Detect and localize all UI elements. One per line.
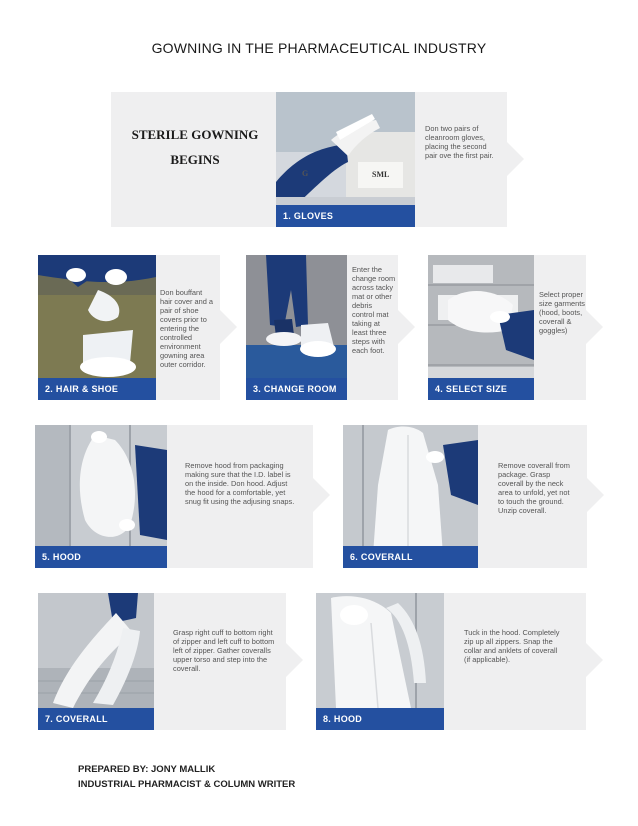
step-label: 1. GLOVES (276, 205, 415, 227)
step-label: 6. COVERALL (343, 546, 478, 568)
step-description: Select proper size garments (hood, boots, coverall & goggles) (539, 290, 586, 335)
step-description: Don two pairs of cleanroom gloves, placing the second pair ove the first pair. (425, 124, 494, 160)
arrow-icon (313, 478, 330, 512)
step-card-change-room (246, 255, 398, 400)
hood-tuck-photo (316, 593, 444, 730)
step-label: 5. HOOD (35, 546, 167, 568)
step-label: 2. HAIR & SHOE COVERS (38, 378, 156, 400)
step-card-hair-shoe-covers (38, 255, 220, 416)
coverall-photo (343, 425, 478, 568)
step-label: 7. COVERALL (38, 708, 154, 730)
step-label: 8. HOOD (316, 708, 444, 730)
step-description: Remove hood from packaging making sure that the I.D. label is on the inside. Don hood. Adjust the hood for a comfortable, yet snug fit using the adjusing snaps. (185, 461, 295, 506)
arrow-icon (286, 643, 303, 677)
step-into-coverall-photo (38, 593, 154, 730)
step-card-select-size (428, 255, 586, 400)
hood-photo (35, 425, 167, 568)
prepared-by: PREPARED BY: JONY MALLIK (78, 764, 216, 775)
step-card-coverall-step-in (38, 593, 286, 730)
step-card-gloves (111, 92, 507, 227)
box-label-g: G (302, 169, 309, 178)
step-card-hood-final (316, 593, 586, 730)
step-description: Remove coverall from package. Grasp coverall by the neck area to unfold, yet not to touch the ground. Unzip coverall. (498, 461, 570, 515)
shoe-covers-photo (38, 255, 156, 416)
step-label: 3. CHANGE ROOM (246, 378, 347, 400)
footer (78, 762, 295, 792)
arrow-icon (586, 310, 603, 344)
step-description: Tuck in the hood. Completely zip up all zippers. Snap the collar and anklets of coverall (if applicable). (464, 628, 560, 664)
arrow-icon (587, 478, 604, 512)
step-description: Grasp right cuff to bottom right of zipper and left cuff to bottom left of zipper. Gather coveralls upper torso and step into the coverall. (173, 628, 275, 673)
document-title: GOWNING IN THE PHARMACEUTICAL INDUSTRY (151, 40, 487, 56)
gloves-photo (276, 92, 415, 227)
change-room-photo (246, 255, 347, 400)
box-label-sml: SML (372, 170, 390, 179)
author-role: INDUSTRIAL PHARMACIST & COLUMN WRITER (78, 779, 296, 790)
arrow-icon (507, 142, 524, 176)
step-description: Enter the change room across tacky mat or other debris control mat taking at least three steps with each foot. (352, 265, 396, 355)
step-card-hood (35, 425, 313, 568)
step-description: Don bouffant hair cover and a pair of shoe covers prior to entering the controlled environment gowning area outer corridor. (160, 288, 213, 369)
intro-line-2: BEGINS (170, 152, 220, 167)
arrow-icon (398, 310, 415, 344)
step-label: 4. SELECT SIZE (428, 378, 534, 400)
arrow-icon (220, 310, 237, 344)
select-size-photo (428, 255, 534, 400)
step-card-coverall (343, 425, 587, 568)
intro-line-1: STERILE GOWNING (131, 127, 259, 142)
arrow-icon (586, 643, 603, 677)
intro-heading (125, 122, 265, 172)
